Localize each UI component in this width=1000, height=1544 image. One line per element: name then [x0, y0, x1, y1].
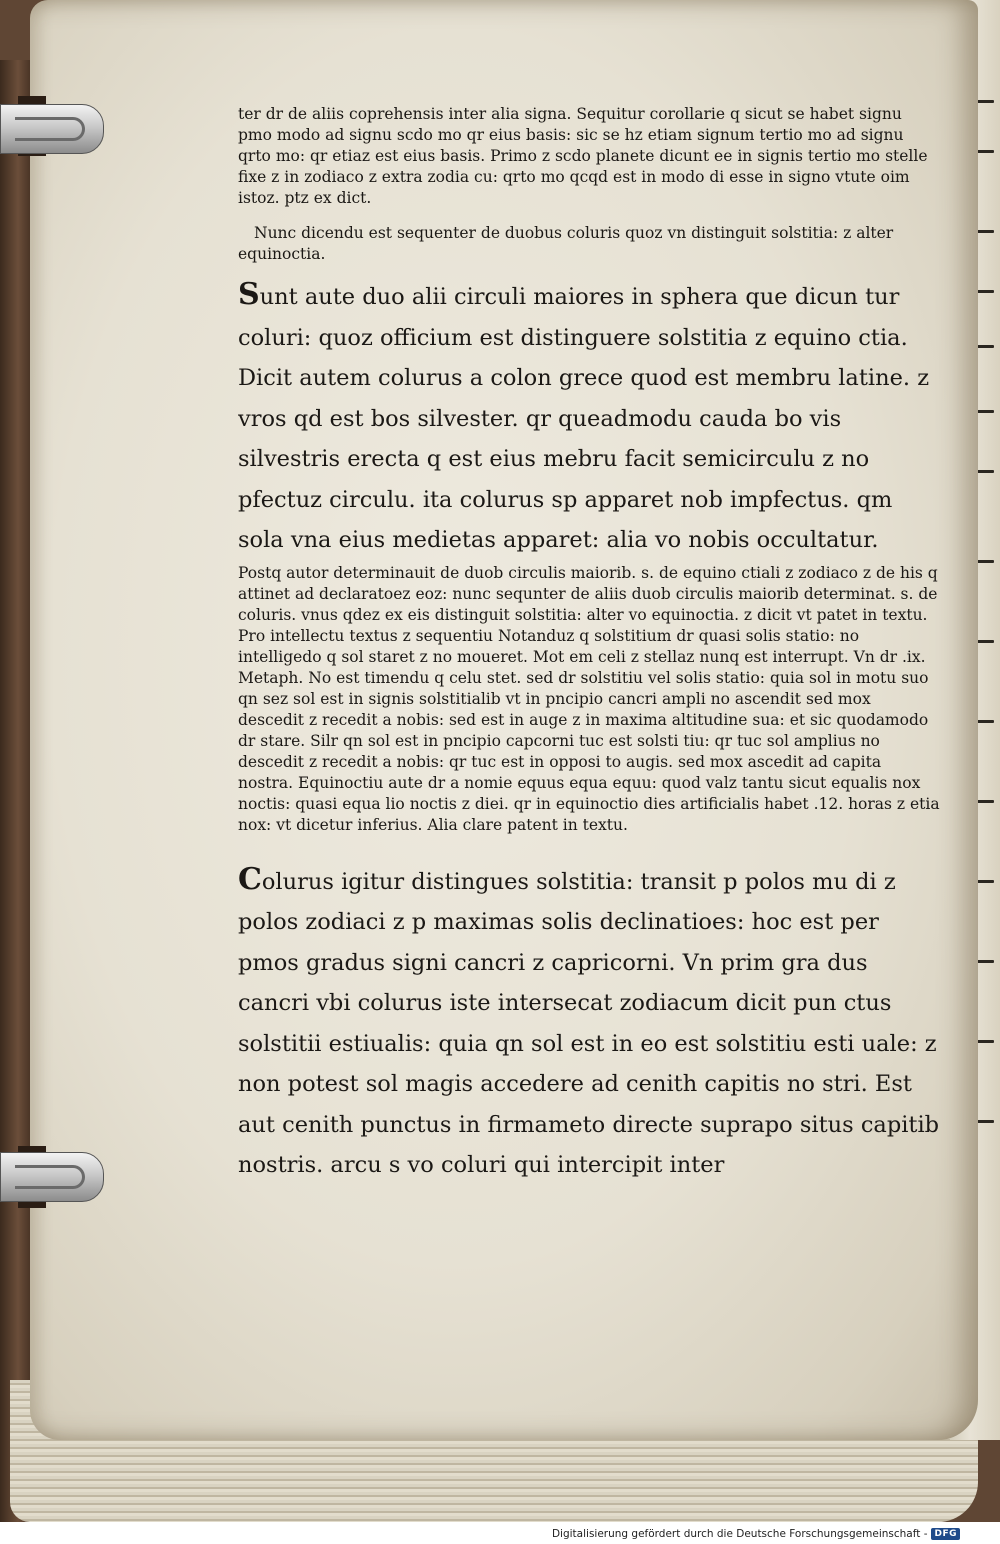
credit-text: Digitalisierung gefördert durch die Deutsche Forschungsgemeinschaft -: [551, 1528, 928, 1540]
main-text-paragraph: [238, 275, 940, 561]
initial-letter: C: [238, 861, 262, 897]
section-heading: Nunc dicendu est sequenter de duobus coluris quoz vn distinguit solstitia: z alter equinoctia.: [238, 224, 894, 263]
main-text-body: olurus igitur distingues solstitia: transit p polos mu di z polos zodiaci z p maximas solis declinatioes: hoc est per pmos gradus signi cancri z capricorni. Vn prim gra dus cancri vbi colurus iste intersecat zodiacum dicit pun ctus solstitii estiualis: quia qn sol est in eo est solstitiu esti uale: z non potest sol magis accedere ad cenith capitis no stri. Est aut cenith punctus in firmameto directe suprapo situs capitib nostris. arcu s vo coluri qui intercipit inter: [238, 868, 940, 1178]
bottom-book-clip: [0, 1152, 104, 1202]
dfg-logo: DFG: [931, 1528, 960, 1540]
main-text-paragraph: [238, 860, 940, 1186]
initial-letter: S: [238, 277, 260, 312]
main-text-body: unt aute duo alii circuli maiores in sphera que dicun tur coluri: quoz officium est distinguere solstitia z equino ctia. Dicit autem colurus a colon grece quod est membru latine. z vros qd est bos silvester. qr queadmodu cauda bo vis silvestris erecta q est eius mebru facit semicirculu z no pfectuz circulu. ita colurus sp apparet nob impfectus. qm sola vna eius medietas apparet: alia vo nobis occultatur.: [238, 284, 930, 553]
commentary-paragraph: Pro intellectu textus z sequentiu Notanduz q solstitium dr quasi solis statio: no intelligedo q sol staret z no moueret. Mot em celi z stellaz nunq est interrupt. Vn dr .ix. Metaph. No est timendu q celu stet. sed dr solstitiu vel solis statio: quia sol in motu suo qn sez sol est in signis solstitialib vt in pncipio cancri ampli no ascendit sed mox descedit z recedit a nobis: sed est in auge z in maxima altitudine sua: et sic quodamodo dr stare. Silr qn sol est in pncipio capcorni tuc est solsti tiu: qr tuc sol amplius no descedit z recedit a nobis: qr tuc est in opposi to augis. sed mox ascedit ad capita nostra. Equinoctiu aute dr a nomie equus equa equu: quod valz tantu sicut equalis nox noctis: quasi equa lio noctis z diei. qr in equinoctio dies artificialis habet .12. horas z etia nox: vt dicetur inferius. Alia clare patent in textu.: [238, 626, 940, 834]
commentary-paragraph: Postq autor determinauit de duob circulis maiorib. s. de equino ctiali z zodiaco z de his q attinet ad declaratoez eoz: nunc sequnter de aliis duob circulis maiorib determinat. s. de coluris. vnus qdez ex eis distinguit solstitia: alter vo equinoctia. z dicit vt patet in textu.: [238, 563, 938, 624]
top-book-clip: [0, 104, 104, 154]
printed-text-block: [238, 104, 940, 1284]
commentary-paragraph: ter dr de aliis coprehensis inter alia signa. Sequitur corollarie q sicut se habet signu pmo modo ad signu scdo mo qr eius basis: sic se hz etiam signum tertio mo ad signu qrto mo: qr etiaz est eius basis. Primo z scdo planete dicunt ee in signis tertio mo stelle fixe z in zodiaco z extra zodia cu: qrto mo qcqd est in modo di esse in signo vtute oim istoz. ptz ex dict.: [238, 105, 928, 207]
funding-credit: [552, 1526, 960, 1542]
book-board-edge: [0, 60, 30, 1522]
